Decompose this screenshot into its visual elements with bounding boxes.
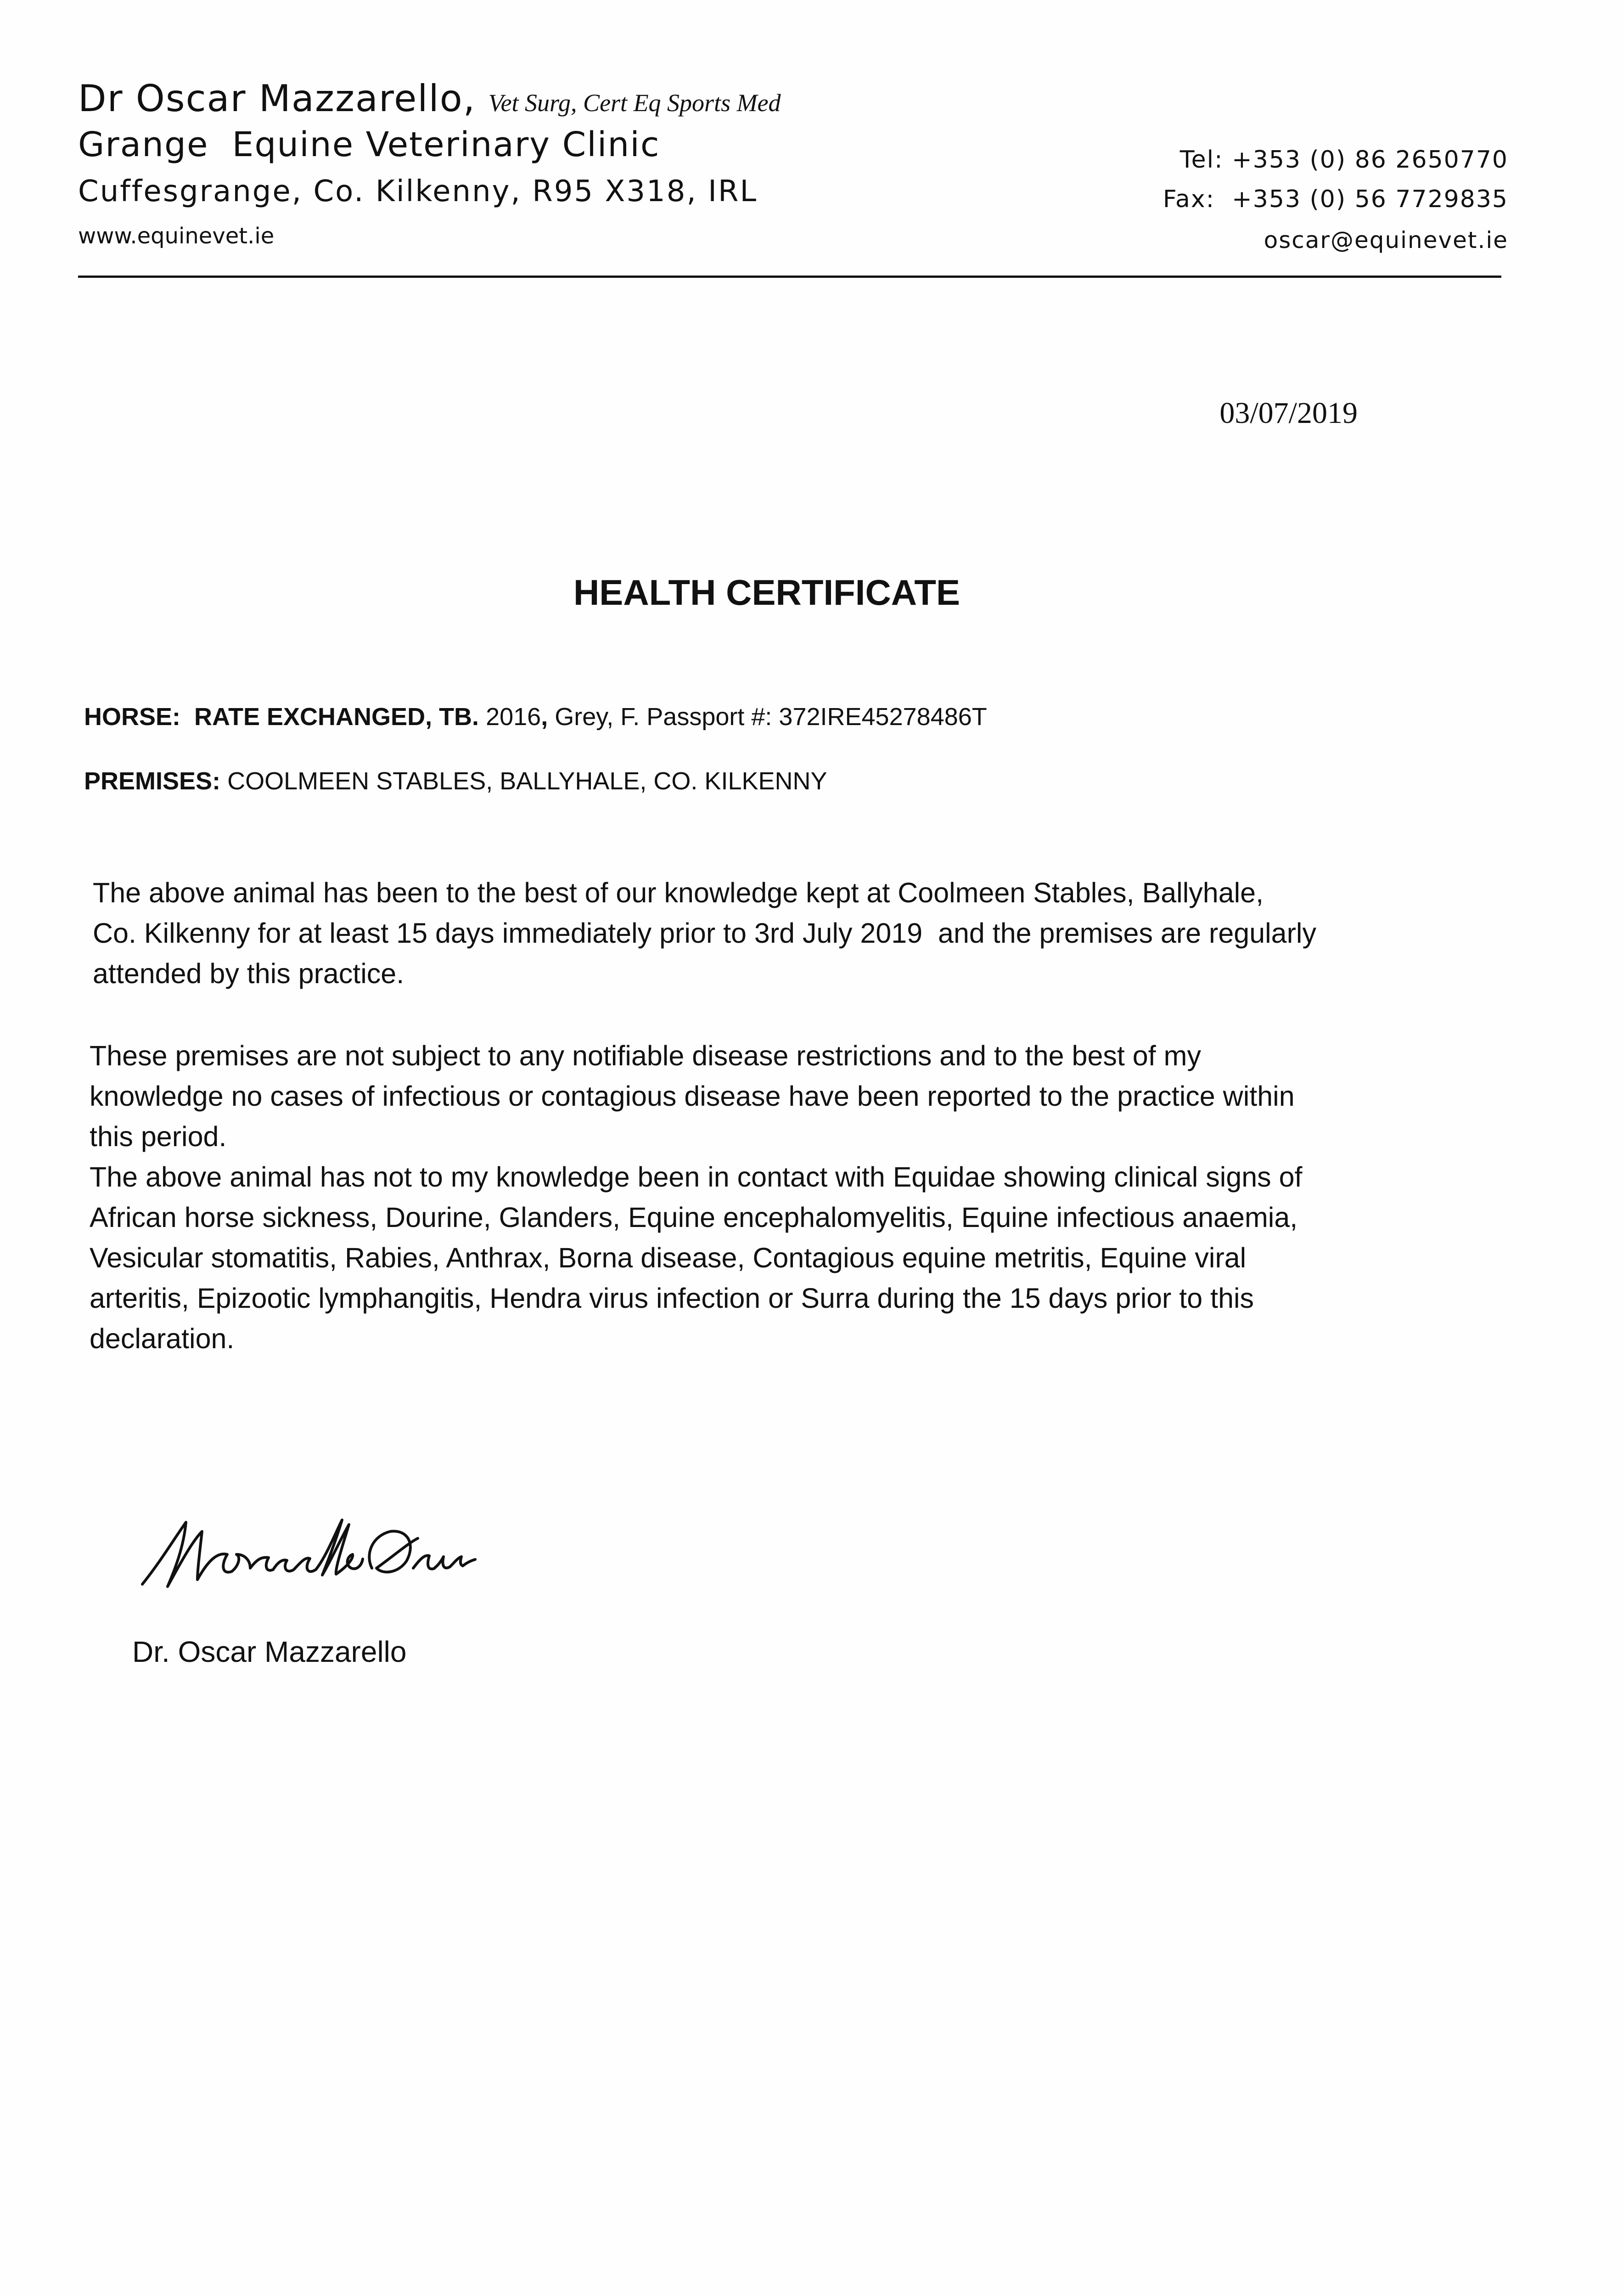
paragraph-line: knowledge no cases of infectious or contagious disease have been reported to the practice within — [90, 1080, 1295, 1112]
letterhead-email: oscar@equinevet.ie — [1264, 227, 1508, 253]
paragraph-line: The above animal has not to my knowledge been in contact with Equidae showing clinical signs of — [90, 1161, 1303, 1193]
horse-label: HORSE: — [84, 703, 181, 731]
paragraph-line: Co. Kilkenny for at least 15 days immediately prior to 3rd July 2019 and the premises are regularly — [93, 917, 1316, 949]
letterhead-website: www.equinevet.ie — [78, 223, 275, 249]
handwritten-signature — [133, 1511, 477, 1603]
declaration-paragraph-2 — [90, 1035, 1490, 1359]
letterhead-fax: Fax: +353 (0) 56 7729835 — [1162, 186, 1508, 213]
horse-year: 2016 — [486, 703, 541, 731]
horse-details: Grey, F. Passport #: 372IRE45278486T — [555, 703, 987, 731]
premises-value: COOLMEEN STABLES, BALLYHALE, CO. KILKENNY — [227, 767, 827, 795]
letterhead-name-comma: , — [463, 77, 476, 120]
letterhead-divider — [78, 276, 1501, 278]
horse-field — [84, 703, 987, 731]
signer-name: Dr. Oscar Mazzarello — [132, 1635, 407, 1668]
premises-field — [84, 767, 827, 795]
paragraph-line: African horse sickness, Dourine, Glanders, Equine encephalomyelitis, Equine infectious anaemia, — [90, 1202, 1298, 1233]
letterhead-vet-name-text: Dr Oscar Mazzarello — [78, 77, 463, 120]
declaration-paragraph-1 — [93, 872, 1493, 994]
paragraph-line: attended by this practice. — [93, 958, 404, 989]
certificate-date: 03/07/2019 — [1219, 396, 1358, 430]
horse-year-comma: , — [541, 703, 548, 731]
paragraph-line: declaration. — [90, 1323, 235, 1354]
paragraph-line: Vesicular stomatitis, Rabies, Anthrax, Borna disease, Contagious equine metritis, Equine viral — [90, 1242, 1247, 1273]
letterhead-telephone: Tel: +353 (0) 86 2650770 — [1179, 146, 1508, 174]
letterhead-address: Cuffesgrange, Co. Kilkenny, R95 X318, IRL — [78, 174, 758, 208]
premises-label: PREMISES: — [84, 767, 221, 795]
paragraph-line: These premises are not subject to any notifiable disease restrictions and to the best of my — [90, 1040, 1201, 1071]
paragraph-line: this period. — [90, 1121, 227, 1152]
horse-name: RATE EXCHANGED, TB. — [194, 703, 479, 731]
paragraph-line: The above animal has been to the best of our knowledge kept at Coolmeen Stables, Ballyhale, — [93, 877, 1264, 908]
certificate-title: HEALTH CERTIFICATE — [573, 572, 960, 613]
letterhead-vet-name — [78, 77, 781, 120]
letterhead-qualifications: Vet Surg, Cert Eq Sports Med — [488, 89, 781, 117]
letterhead-clinic-name: Grange Equine Veterinary Clinic — [78, 125, 660, 164]
paragraph-line: arteritis, Epizootic lymphangitis, Hendra virus infection or Surra during the 15 days prior to this — [90, 1283, 1254, 1314]
